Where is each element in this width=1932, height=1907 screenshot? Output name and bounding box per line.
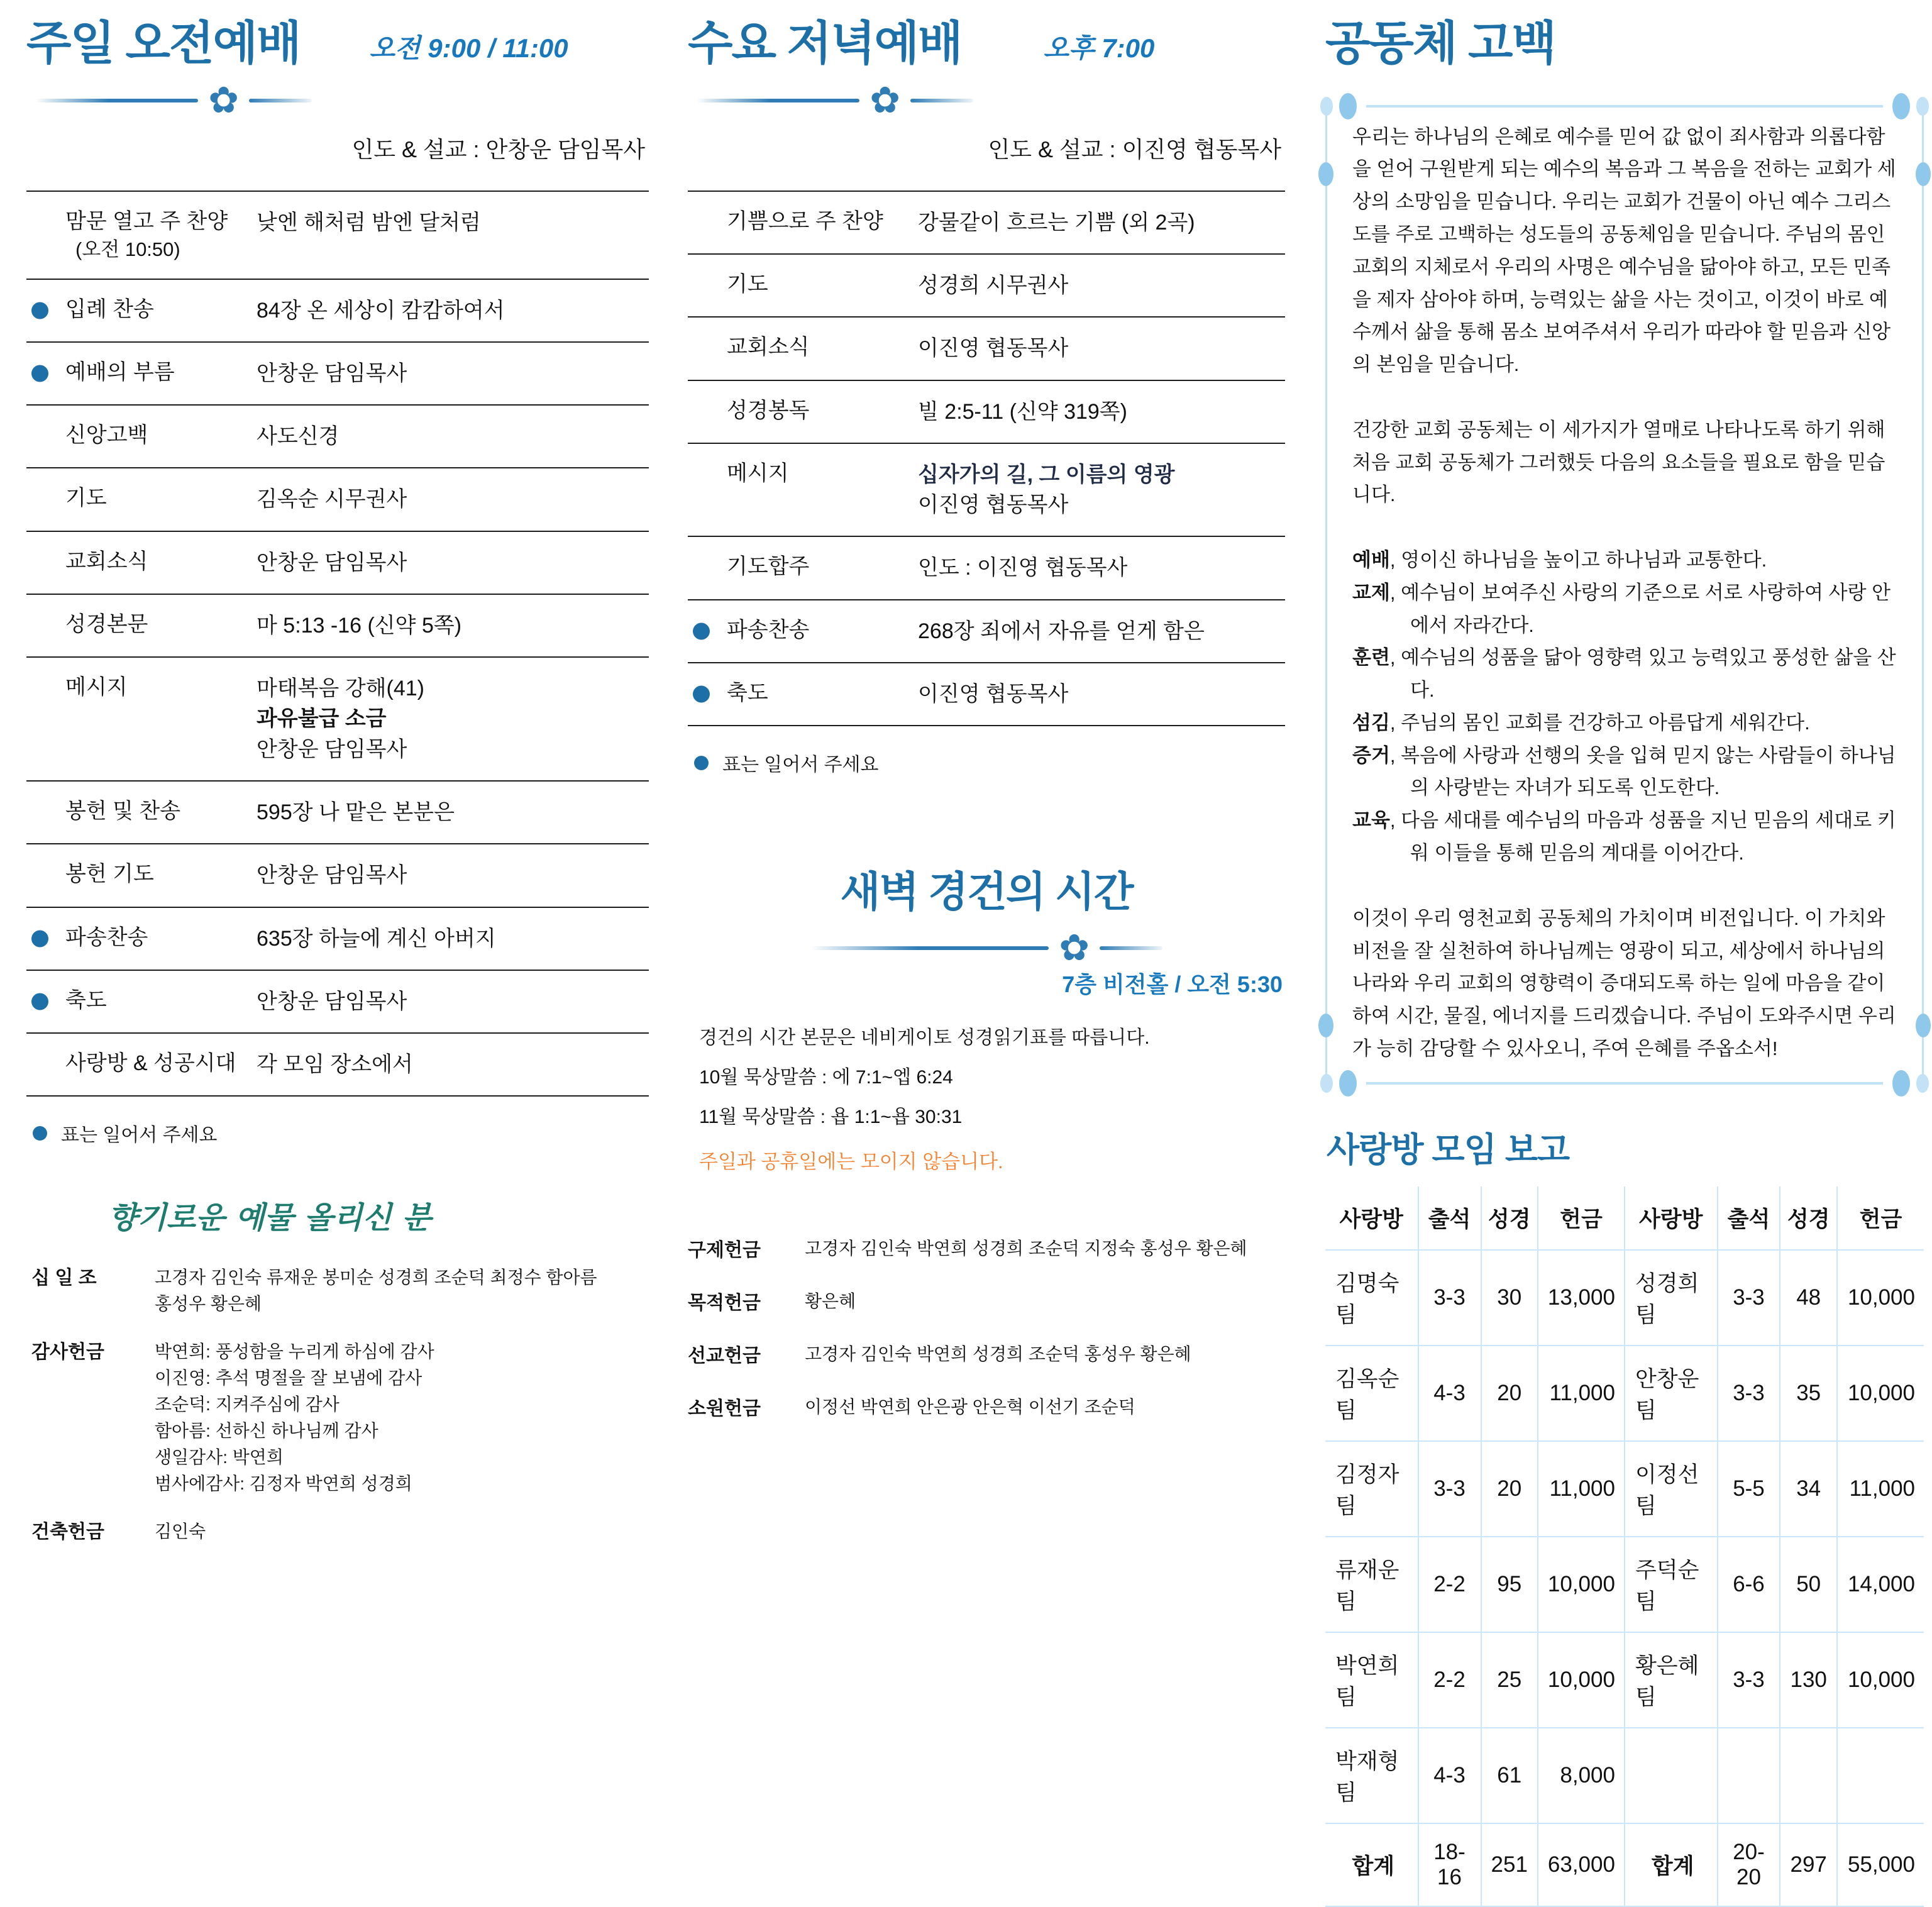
- service-row: 교회소식 이진영 협동목사: [688, 318, 1285, 380]
- gift-section-title: 향기로운 예물 올리신 분: [108, 1200, 431, 1236]
- flower-divider: [35, 79, 312, 121]
- confession-title: 공동체 고백: [1325, 17, 1555, 69]
- report-row: 김명숙팀 3-3 30 13,000 성경희팀 3-3 48 10,000: [1325, 1250, 1924, 1346]
- report-row: 류재운팀 2-2 95 10,000 주덕순팀 6-6 50 14,000: [1325, 1537, 1924, 1632]
- offering-row: 선교헌금 고경자 김인숙 박연희 성경희 조순덕 홍성우 황은혜: [688, 1344, 1191, 1367]
- confession-value: 교육, 다음 세대를 예수님의 마음과 성품을 지닌 믿음의 세대로 키워 이들을 통해 믿음의 계대를 이어간다.: [1352, 809, 1896, 864]
- dawn-notice: 주일과 공휴일에는 모이지 않습니다.: [699, 1151, 1003, 1173]
- dawn-devotion-section: [688, 858, 1285, 1174]
- service-row: 맘문 열고 주 찬양 (오전 10:50) 낮엔 해처럼 밤엔 달처럼: [26, 192, 649, 280]
- small-group-report-table: [1325, 1186, 1924, 1907]
- service-row: 성경본문 마 5:13 -16 (신약 5쪽): [26, 595, 649, 658]
- sunday-leader-line: 인도 & 설교 : 안창운 담임목사: [351, 136, 645, 162]
- decorative-dots-top: [1317, 93, 1932, 119]
- decorative-dot: [1916, 1014, 1931, 1037]
- dawn-info-line: 경건의 시간 본문은 네비게이토 성경읽기표를 따릅니다.: [699, 1027, 1150, 1049]
- decorative-dot: [1318, 162, 1333, 186]
- standing-bullet-icon: [693, 686, 710, 703]
- dawn-place-time: 7층 비전홀 / 오전 5:30: [1062, 971, 1283, 998]
- decorative-dot: [1318, 1014, 1333, 1037]
- confession-value: 섬김, 주님의 몸인 교회를 건강하고 아름답게 세워간다.: [1352, 711, 1810, 734]
- offering-row: 목적헌금 황은혜: [688, 1291, 856, 1314]
- sunday-order-table: [26, 191, 649, 1097]
- standing-bullet-icon: [31, 993, 48, 1010]
- confession-value: 증거, 복음에 사랑과 선행의 옷을 입혀 믿지 않는 사람들이 하나님의 사랑받는 자녀가 되도록 인도한다.: [1352, 744, 1896, 799]
- sunday-service-time: 오전 9:00 / 11:00: [369, 33, 568, 63]
- service-row-message: 메시지 십자가의 길, 그 이름의 영광 이진영 협동목사: [688, 444, 1285, 538]
- dawn-info-line: 10월 묵상말씀 : 에 7:1~엡 6:24: [699, 1067, 953, 1088]
- wednesday-leader-line: 인도 & 설교 : 이진영 협동목사: [988, 136, 1281, 162]
- service-row: 파송찬송 268장 죄에서 자유를 얻게 함은: [688, 600, 1285, 663]
- confession-value: 예배, 영이신 하나님을 높이고 하나님과 교통한다.: [1352, 549, 1767, 572]
- service-row: 기쁨으로 주 찬양 강물같이 흐르는 기쁨 (외 2곡): [688, 192, 1285, 255]
- confession-frame: [1325, 102, 1924, 1088]
- service-row: 신앙고백 사도신경: [26, 406, 649, 468]
- service-row: 예배의 부름 안창운 담임목사: [26, 343, 649, 406]
- service-row: 기도 김옥순 시무권사: [26, 468, 649, 531]
- confession-closing: 이것이 우리 영천교회 공동체의 가치이며 비전입니다. 이 가치와 비전을 잘 실천하여 하나님께는 영광이 되고, 세상에서 하나님의 나라와 우리 교회의 영향력이 증대되도록 하는 일에 마음을 같이하여 시간, 물질, 에너지를 드리겠습니다. 주님이 도와주시면 우리가 능히 감당할 수 있사오니, 주여 은혜를 주옵소서!: [1352, 907, 1896, 1059]
- confession-value: 교제, 예수님이 보여주신 사랑의 기준으로 서로 사랑하여 사랑 안에서 자라간다.: [1352, 581, 1891, 636]
- service-row: 입례 찬송 84장 온 세상이 캄캄하여서: [26, 280, 649, 343]
- service-row: 축도 이진영 협동목사: [688, 663, 1285, 726]
- service-row: 기도 성경희 시무권사: [688, 255, 1285, 318]
- report-row: 김옥순팀 4-3 20 11,000 안창운팀 3-3 35 10,000: [1325, 1346, 1924, 1441]
- report-row: 박연희팀 2-2 25 10,000 황은혜팀 3-3 130 10,000: [1325, 1632, 1924, 1728]
- dawn-info-line: 11월 묵상말씀 : 욥 1:1~욥 30:31: [699, 1107, 963, 1128]
- service-row: 성경봉독 빌 2:5-11 (신약 319쪽): [688, 381, 1285, 444]
- flower-icon: ✿: [869, 79, 900, 121]
- wednesday-service-title: 수요 저녁예배: [688, 17, 962, 69]
- service-row: 봉헌 및 찬송 595장 나 맡은 본분은: [26, 782, 649, 844]
- service-row: 축도 안창운 담임목사: [26, 971, 649, 1034]
- flower-divider: [810, 927, 1162, 969]
- confession-values-list: [1352, 544, 1901, 870]
- report-total-row: 합계 18-16 251 63,000 합계 20-20 297 55,000: [1325, 1823, 1924, 1906]
- report-header-row: 사랑방 출석 성경 헌금 사랑방 출석 성경 헌금: [1325, 1186, 1924, 1250]
- standing-bullet-icon: [693, 622, 710, 639]
- sunday-service-section: [26, 17, 649, 1543]
- gift-item-building: 건축헌금 김인숙: [31, 1522, 206, 1543]
- standing-bullet-icon: [31, 930, 48, 947]
- small-group-report-title: 사랑방 모임 보고: [1327, 1130, 1570, 1169]
- wednesday-order-table: [688, 191, 1285, 726]
- service-row: 사랑방 & 성공시대 각 모임 장소에서: [26, 1034, 649, 1097]
- decorative-dots-bottom: [1317, 1070, 1932, 1097]
- sermon-title: 십자가의 길, 그 이름의 영광: [918, 462, 1175, 487]
- standing-bullet-icon: [694, 756, 709, 770]
- sunday-service-title: 주일 오전예배: [26, 17, 301, 69]
- standing-note: 표는 일어서 주세요: [694, 749, 1285, 777]
- confession-value: 훈련, 예수님의 성품을 닮아 영향력 있고 능력있고 풍성한 삶을 산다.: [1352, 646, 1896, 702]
- offerings-list: [688, 1234, 1285, 1420]
- service-row-message: 메시지 마태복음 강해(41) 과유불급 소금 안창운 담임목사: [26, 658, 649, 782]
- standing-note: 표는 일어서 주세요: [33, 1119, 649, 1147]
- wednesday-service-time: 오후 7:00: [1043, 33, 1155, 63]
- service-row: 파송찬송 635장 하늘에 계신 아버지: [26, 908, 649, 971]
- standing-bullet-icon: [33, 1126, 47, 1141]
- sermon-title: 과유불급 소금: [257, 707, 387, 731]
- report-row: 박재형팀 4-3 61 8,000: [1325, 1728, 1924, 1823]
- decorative-dot: [1916, 162, 1931, 186]
- confession-paragraph: 우리는 하나님의 은혜로 예수를 믿어 값 없이 죄사함과 의롭다함을 얻어 구원받게 되는 예수의 복음과 그 복음을 전하는 교회가 세상의 소망임을 믿습니다. 우리는 교회가 건물이 아닌 예수 그리스도를 주로 고백하는 성도들의 공동체임을 믿습니다. 주님의 몸인 교회의 지체로서 우리의 사명은 예수님을 닮아야 하고, 모든 민족을 제자 삼아야 하며, 능력있는 삶을 사는 것이고, 이것이 바로 예수께서 삶을 통해 몸소 보여주셔서 우리가 따라야 할 믿음과 신앙의 본임을 믿습니다.: [1352, 125, 1896, 376]
- confession-section: [1325, 17, 1924, 1889]
- flower-icon: ✿: [1059, 927, 1090, 969]
- standing-bullet-icon: [31, 302, 48, 319]
- offering-row: 구제헌금 고경자 김인숙 박연희 성경희 조순덕 지정숙 홍성우 황은혜: [688, 1239, 1247, 1261]
- confession-paragraph: 건강한 교회 공동체는 이 세가지가 열매로 나타나도록 하기 위해 처음 교회 공동체가 그러했듯 다음의 요소들을 필요로 함을 믿습니다.: [1352, 418, 1885, 506]
- gift-item-tithe: 십 일 조 고경자 김인숙 류재운 봉미순 성경희 조순덕 최정수 함아름 홍성우 황은혜: [31, 1268, 597, 1314]
- wednesday-service-section: [688, 17, 1285, 1420]
- report-row: 김정자팀 3-3 20 11,000 이정선팀 5-5 34 11,000: [1325, 1441, 1924, 1537]
- service-row: 봉헌 기도 안창운 담임목사: [26, 844, 649, 907]
- offering-row: 소원헌금 이정선 박연희 안은광 안은혁 이선기 조순덕: [688, 1397, 1135, 1420]
- service-row: 기도합주 인도 : 이진영 협동목사: [688, 537, 1285, 600]
- service-row: 교회소식 안창운 담임목사: [26, 532, 649, 595]
- standing-bullet-icon: [31, 365, 48, 382]
- flower-divider: [697, 79, 973, 121]
- dawn-devotion-title: 새벽 경건의 시간: [840, 868, 1133, 915]
- gift-item-thanks: 감사헌금 박연희: 풍성함을 누리게 하심에 감사 이진영: 추석 명절을 잘 보냄에 감사 조순덕: 지켜주심에 감사 함아름: 선하신 하나님께 감사 생일감사: 박연희 범사에감사: 김정자 박연희 성경희: [31, 1342, 434, 1494]
- flower-icon: ✿: [208, 79, 239, 121]
